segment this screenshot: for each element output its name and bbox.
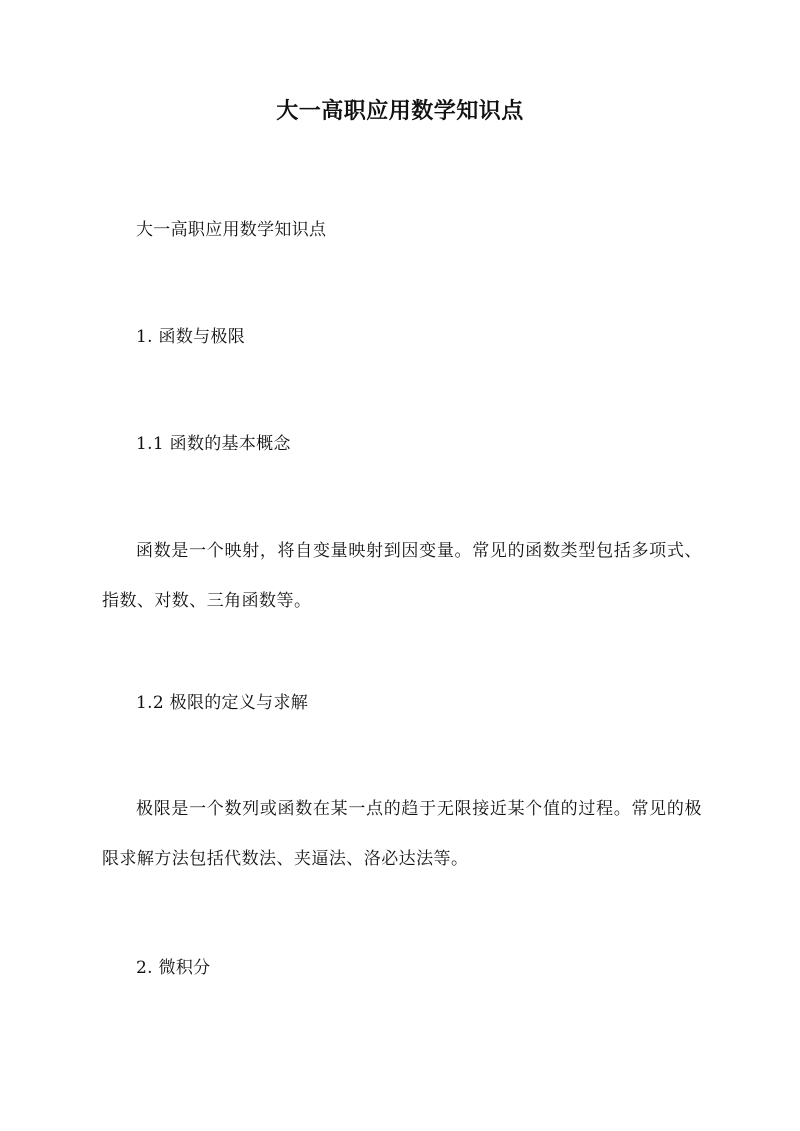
subsection-heading-limit-definition: 1.2 极限的定义与求解 — [136, 693, 309, 713]
subsection-heading-function-concepts: 1.1 函数的基本概念 — [136, 434, 291, 454]
paragraph-limit-definition: 极限是一个数列或函数在某一点的趋于无限接近某个值的过程。常见的极限求解方法包括代数法、夹逼法、洛必达法等。 — [102, 799, 702, 869]
document-title: 大一高职应用数学知识点 — [276, 98, 524, 124]
document-subtitle: 大一高职应用数学知识点 — [136, 220, 327, 240]
section-heading-calculus: 2. 微积分 — [136, 958, 211, 978]
paragraph-function-definition: 函数是一个映射，将自变量映射到因变量。常见的函数类型包括多项式、指数、对数、三角函数等。 — [102, 541, 702, 611]
section-heading-functions-limits: 1. 函数与极限 — [136, 327, 246, 347]
